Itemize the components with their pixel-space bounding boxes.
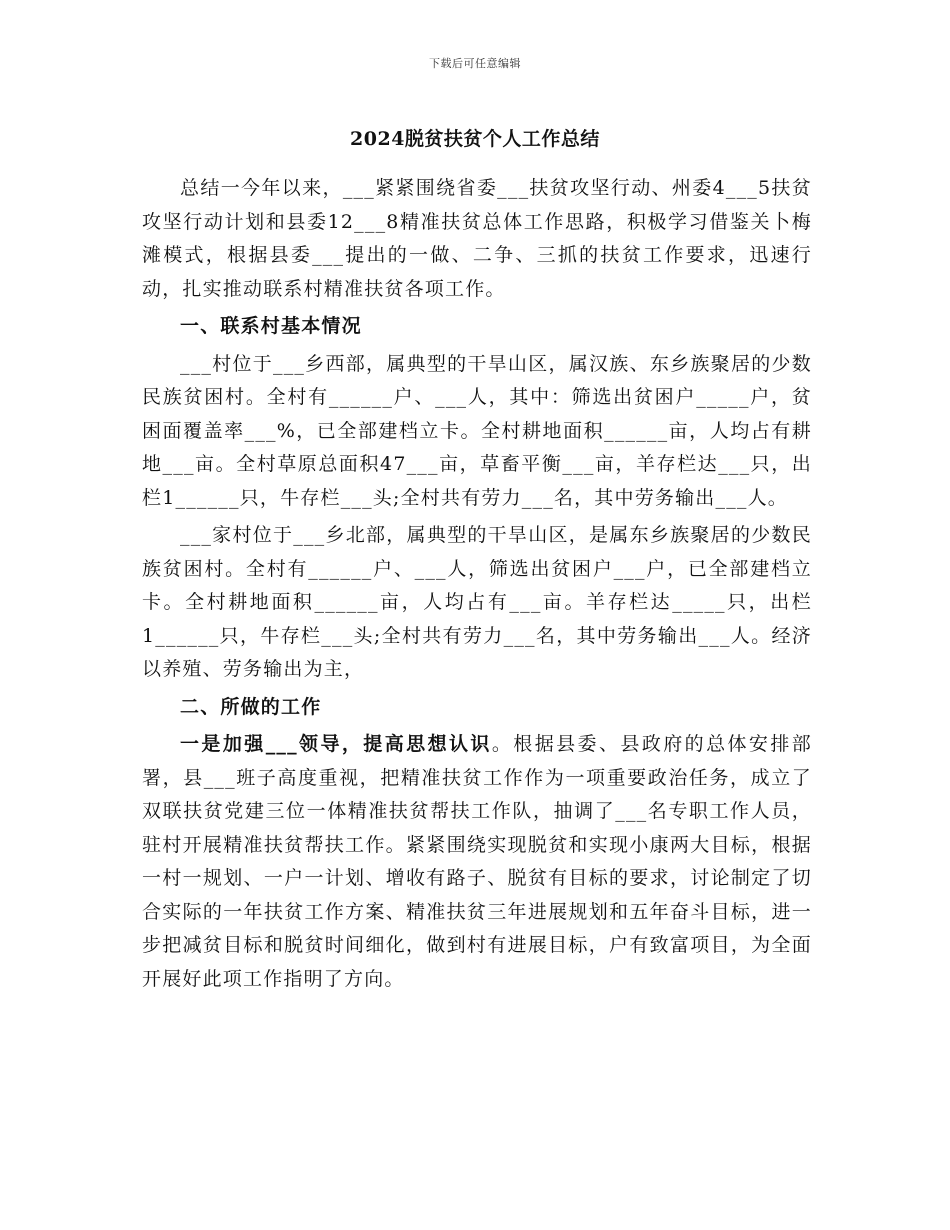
- work-paragraph-text: 。根据县委、县政府的总体安排部署，县___班子高度重视，把精准扶贫工作作为一项重要政治任务，成立了双联扶贫党建三位一体精准扶贫帮扶工作队，抽调了___名专职工作人员，驻村开展精准扶贫帮扶工作。紧紧围绕实现脱贫和实现小康两大目标，根据一村一规划、一户一计划、增收有路子、脱贫有目标的要求，讨论制定了切合实际的一年扶贫工作方案、精准扶贫三年进展规划和五年奋斗目标，进一步把减贫目标和脱贫时间细化，做到村有进展目标，户有致富项目，为全面开展好此项工作指明了方向。: [142, 733, 812, 990]
- village-paragraph-1: ___村位于___乡西部，属典型的干旱山区，属汉族、东乡族聚居的少数民族贫困村。全村有______户、___人，其中：筛选出贫困户_____户，贫困面覆盖率___%，已全部建档立卡。全村耕地面积______亩，人均占有耕地___亩。全村草原总面积47___亩，草畜平衡___亩，羊存栏达___只，出栏1______只，牛存栏___头;全村共有劳力___名，其中劳务输出___人。: [142, 352, 812, 509]
- work-paragraph-lead: 一是加强___领导，提高思想认识: [180, 733, 492, 755]
- intro-paragraph: 总结一今年以来，___紧紧围绕省委___扶贫攻坚行动、州委4___5扶贫攻坚行动计划和县委12___8精准扶贫总体工作思路，积极学习借鉴关卜梅滩模式，根据县委___提出的一做、二争、三抓的扶贫工作要求，迅速行动，扎实推动联系村精准扶贫各项工作。: [142, 177, 812, 300]
- section-heading-2: 二、所做的工作: [180, 695, 322, 718]
- work-paragraph-1: [142, 728, 812, 996]
- village-paragraph-2: ___家村位于___乡北部，属典型的干旱山区，是属东乡族聚居的少数民族贫困村。全村有______户、___人，筛选出贫困户___户，已全部建档立卡。全村耕地面积______亩，人均占有___亩。羊存栏达_____只，出栏1______只，牛存栏___头;全村共有劳力___名，其中劳务输出___人。经济以养殖、劳务输出为主，: [142, 524, 812, 680]
- header-note: 下载后可任意编辑: [429, 57, 521, 70]
- document-body: [142, 172, 812, 1000]
- section-heading-1: 一、联系村基本情况: [180, 315, 362, 337]
- document-title: 2024脱贫扶贫个人工作总结: [350, 128, 600, 150]
